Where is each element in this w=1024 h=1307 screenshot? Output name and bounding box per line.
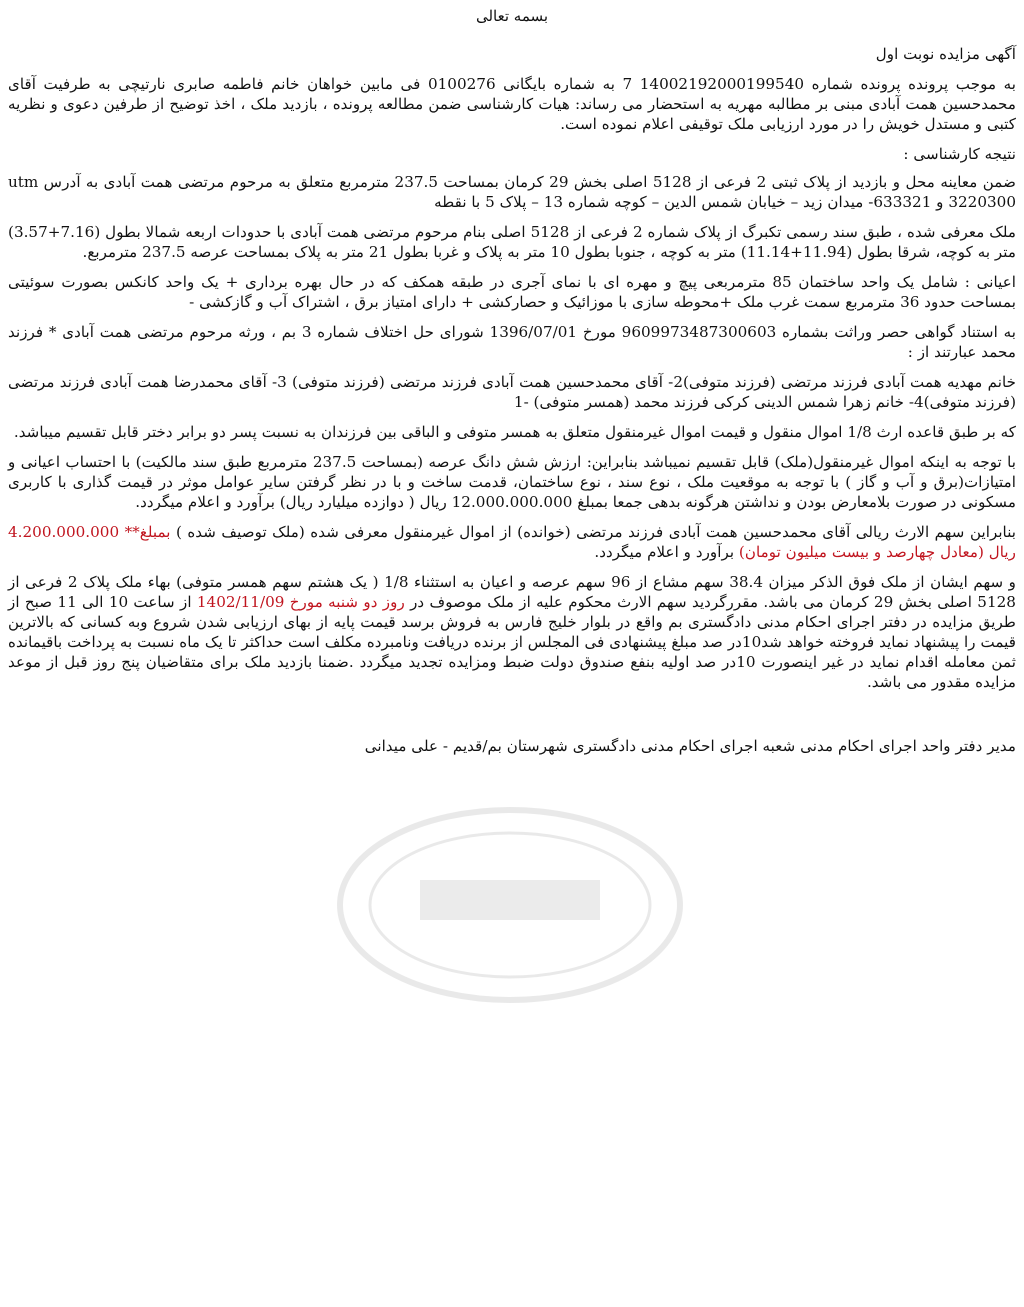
share-value-ending: برآورد و اعلام میگردد. — [594, 543, 739, 561]
heirs-list-paragraph: خانم مهدیه همت آبادی فرزند مرتضی (فرزند متوفی)2- آقای محمدحسین همت آبادی فرزند مرتضی (فرزند متوفی) 3- آقای محمدرضا همت آبادی فرزند مرتضی (فرزند متوفی)4- خانم زهرا شمس الدینی کرکی فرزند محمد (همسر متوفی) -1 — [8, 373, 1017, 411]
auction-terms-paragraph — [8, 572, 1016, 692]
case-intro-paragraph: به موجب پرونده پرونده شماره 14002192000199540 7 به شماره بایگانی 0100276 فی مابین خواهان خانم فاطمه صابری نارتیچی به طرفیت آقای محمدحسین همت آبادی مبنی بر مطالبه مهریه به استحضار می رساند: هیات کارشناسی ضمن مطالعه پرونده ، بازدید ملک ، اخذ توضیح از طرفین دعوی و نظریه کتبی و مستدل خویش را در مورد ارزیابی ملک توقیفی اعلام نموده است. — [8, 75, 1016, 133]
watermark-stamp — [330, 800, 690, 1010]
inheritance-rule-paragraph: که بر طبق قاعده ارث 1/8 اموال منقول و قیمت اموال غیرمنقول متعلق به همسر متوفی و الباقی بین فرزندان به نسبت پسر دو برابر دختر قابل تقسیم میباشد. — [13, 423, 1016, 441]
property-boundaries-paragraph: ملک معرفی شده ، طبق سند رسمی تکبرگ از پلاک شماره 2 فرعی از 5128 اصلی بنام مرحوم مرتضی همت آبادی با حدودات اربعه شمالا بطول (7.16+3.57) متر به کوچه، شرقا بطول (11.94+11.14) متر به کوچه ، جنوبا بطول 10 متر به پلاک و غربا بطول 21 متر به پلاک بمساحت عرصه 237.5 مترمربع. — [8, 223, 1017, 261]
auction-date: روز دو شنبه مورخ 1402/11/09 — [196, 593, 405, 611]
building-description-paragraph: اعیانی : شامل یک واحد ساختمان 85 مترمربعی پیچ و مهره ای با نمای آجری در طبقه همکف که در حال بهره برداری + یک واحد کانکس بصورت سوئیتی بمساحت حدود 36 مترمربع سمت غرب ملک +محوطه سازی با موزائیک و حصارکشی + دارای امتیاز برق ، اشتراک آب و گازکشی - — [8, 273, 1016, 311]
auction-terms-text: و سهم ایشان از ملک فوق الذکر میزان 38.4 سهم مشاع از 96 سهم عرصه و اعیان به استثناء 1/8 ( یک هشتم سهم همسر متوفی) بهاء ملک پلاک 2 فرعی از 5128 اصلی بخش 29 کرمان می باشد. مقررگردید سهم الارث محکوم علیه از ملک موصوف در — [8, 573, 1016, 611]
expert-result-heading: نتیجه کارشناسی : — [903, 145, 1016, 163]
auction-notice-document — [8, 6, 1016, 756]
valuation-paragraph: با توجه به اینکه اموال غیرمنقول(ملک) قابل تقسیم نمیباشد بنابراین: ارزش شش دانگ عرصه (بمساحت 237.5 مترمربع طبق سند مالکیت) با احتساب اعیانی و امتیازات(برق و آب و گاز ) با توجه به موقعیت ملک ، نوع سند ، نوع ساختمان، قدمت ساخت و با در نظر گرفتن سایر عوامل موثر در قیمت گذاری با کاربری مسکونی در صورت بلامعارض بودن و نداشتن هرگونه بدهی جمعا بمبلغ 12.000.000.000 ریال ( دوازده میلیارد ریال) برآورد و اعلام میگردد. — [8, 453, 1016, 511]
share-value-amount: بمبلغ** 4.200.000.000 ریال (معادل چهارصد و بیست میلیون تومان) — [8, 523, 1016, 561]
auction-terms-ending: از ساعت 10 الی 11 صبح از طریق مزایده در دفتر اجرای احکام مدنی دادگستری بم واقع در بلوار خلیج فارس به فروش برسد قیمت پایه از بهای ارزیابی شدن شروع وبه کسانی که بالاترین قیمت را پیشنهاد نماید فروخته خواهد شد10در صد مبلغ پیشنهادی فی المجلس از برنده دریافت ونامبرده مکلف است حداکثر تا یک ماه نسبت به پرداخت باقیمانده ثمن معامله اقدام نماید در غیر اینصورت 10در صد اولیه بنفع صندوق دولت ضبط ومزایده تجدید میگردد .ضمنا بازدید ملک برای متقاضیان پنج روز قبل از موعد مزایده مقدور می باشد. — [8, 593, 1016, 691]
share-value-text: بنابراین سهم الارث ریالی آقای محمدحسین همت آبادی فرزند مرتضی (خوانده) از اموال غیرمنقول معرفی شده (ملک توصیف شده ) — [170, 523, 1016, 541]
share-value-paragraph — [8, 522, 1016, 562]
inheritance-certificate-paragraph: به استناد گواهی حصر وراثت بشماره 9609973487300603 مورخ 1396/07/01 شورای حل اختلاف شماره 3 بم ، ورثه مرحوم مرتضی همت آبادی * فرزند محمد عبارتند از : — [8, 323, 1016, 361]
property-inspection-paragraph: ضمن معاینه محل و بازدید از پلاک ثبتی 2 فرعی از 5128 اصلی بخش 29 کرمان بمساحت 237.5 مترمربع متعلق به مرحوم مرتضی همت آبادی به آدرس utm 3220300 و 633321- میدان زید – خیابان شمس الدین – کوچه شماره 13 – پلاک 5 با نقطه — [8, 173, 1016, 211]
basmala-header: بسمه تعالی — [475, 7, 549, 25]
notice-title: آگهی مزایده نوبت اول — [875, 45, 1016, 63]
signature-footer: مدیر دفتر واحد اجرای احکام مدنی شعبه اجرای احکام مدنی دادگستری شهرستان بم/قدیم - علی میدانی — [364, 737, 1016, 755]
